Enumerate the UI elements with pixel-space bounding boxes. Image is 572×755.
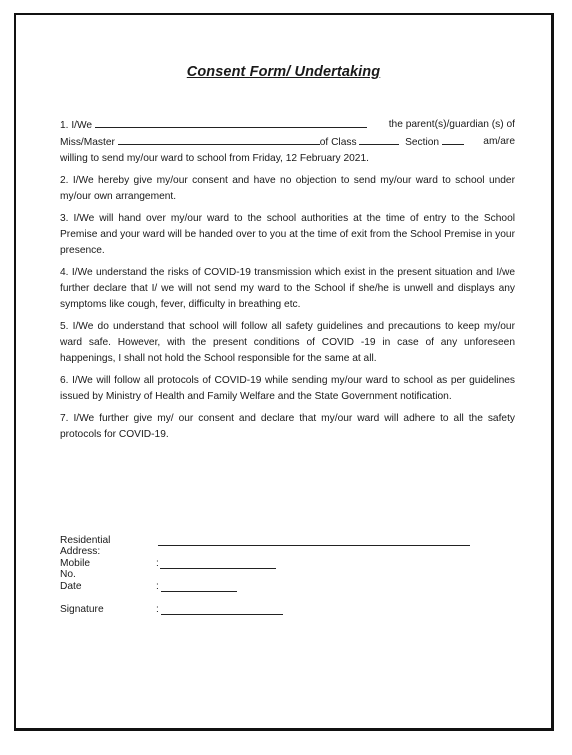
p1-of-class: of Class xyxy=(319,137,357,148)
p1-prefix: 1. I/We xyxy=(60,120,93,131)
paragraph-4: 4. I/We understand the risks of COVID-19 transmission which exist in the present situation and I/we further declare that I/ we will not send my ward to the School if she/he is unwell and displays any symptoms like cough, fever, difficulty in breathing etc. xyxy=(60,267,515,310)
date-field[interactable] xyxy=(161,591,237,592)
parent-name-field[interactable] xyxy=(95,117,367,128)
date-label: Date xyxy=(60,581,82,592)
form-page xyxy=(14,13,554,731)
form-body xyxy=(60,117,515,449)
paragraph-1 xyxy=(60,117,515,167)
signature-field[interactable] xyxy=(161,614,283,615)
paragraph-1-line-1 xyxy=(60,117,515,134)
p1-section: Section xyxy=(405,137,440,148)
form-title: Consent Form/ Undertaking xyxy=(186,64,381,80)
mobile-label: Mobile No. xyxy=(60,558,91,580)
paragraph-3: 3. I/We will hand over my/our ward to the school authorities at the time of entry to the School Premise and your ward will be handed over to you at the time of exit from the School Premise in your presence. xyxy=(60,213,515,256)
paragraph-6: 6. I/We will follow all protocols of COVID-19 while sending my/our ward to school as per guidelines issued by Ministry of Health and Family Welfare and the State Government notification. xyxy=(60,375,515,402)
date-colon: : xyxy=(156,581,159,592)
address-label: Residential Address: xyxy=(60,535,111,557)
paragraph-5: 5. I/We do understand that school will follow all safety guidelines and precautions to keep my/our ward safe. However, with the present conditions of COVID -19 in case of any unforeseen happenings, I shall not hold the School responsible for the same at all. xyxy=(60,321,515,364)
signature-colon: : xyxy=(156,604,159,615)
p1-am-are: am/are xyxy=(483,136,515,147)
p1-miss-master: Miss/Master xyxy=(60,137,115,148)
p1-parent-text: the parent(s)/guardian (s) of xyxy=(388,119,515,130)
mobile-field[interactable] xyxy=(160,568,276,569)
paragraph-7: 7. I/We further give my/ our consent and declare that my/our ward will adhere to all the safety protocols for COVID-19. xyxy=(60,413,515,440)
mobile-colon: : xyxy=(156,558,159,569)
paragraph-2: 2. I/We hereby give my/our consent and have no objection to send my/our ward to school under my/our own arrangement. xyxy=(60,175,515,202)
signature-label: Signature xyxy=(60,604,104,615)
class-field[interactable] xyxy=(359,134,399,145)
paragraph-1-line-2 xyxy=(60,134,515,151)
address-field[interactable] xyxy=(158,545,470,546)
ward-name-field[interactable] xyxy=(118,134,320,145)
section-field[interactable] xyxy=(442,134,464,145)
p1-willing-text: willing to send my/our ward to school from Friday, 12 February 2021. xyxy=(60,153,369,164)
